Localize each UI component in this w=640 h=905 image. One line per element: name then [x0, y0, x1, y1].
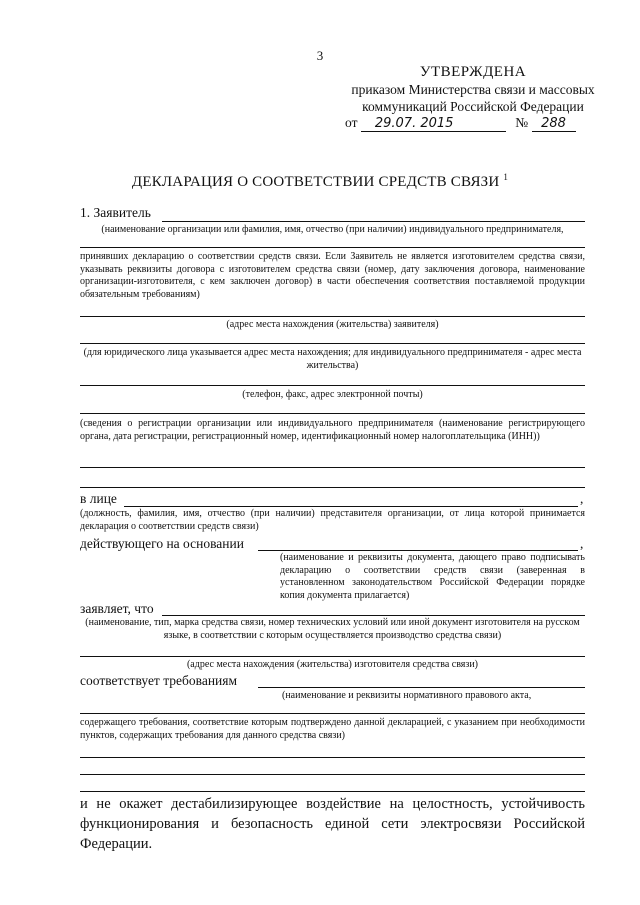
basis-line — [258, 550, 578, 551]
representative-label: в лице — [80, 491, 117, 506]
complies-hint-2: содержащего требования, соответствие которым подтверждено данной декларацией, с указанием при необходимости пунктов, содержащих требования для данного средства связи) — [80, 717, 585, 741]
title-footnote: 1 — [503, 172, 509, 182]
blank-line-1 — [80, 467, 585, 468]
declares-line — [162, 615, 585, 616]
applicant-line — [162, 221, 585, 222]
basis-hint: (наименование и реквизиты документа, дающего право подписывать декларацию о соответствии средств связи (заверенная в установленном законодательством Российской Федерации порядке копия документа прилагается) — [280, 552, 585, 601]
title-text: ДЕКЛАРАЦИЯ О СООТВЕТСТВИИ СРЕДСТВ СВЯЗИ — [131, 174, 500, 190]
applicant-hint: (наименование организации или фамилия, имя, отчество (при наличии) индивидуального предпринимателя, — [101, 224, 564, 235]
order-number: 288 — [532, 116, 576, 132]
complies-label: соответствует требованиям — [80, 673, 238, 688]
blank-line-3 — [80, 757, 585, 758]
address-hint: (адрес места нахождения (жительства) заявителя) — [226, 319, 439, 330]
order-date-number-line — [345, 115, 576, 132]
complies-line — [258, 687, 585, 688]
registration-hint: (сведения о регистрации организации или индивидуального предпринимателя (наименование регистрирующего органа, дата регистрации, регистрационный номер, идентификационный номер налогоплательщика (ИНН)) — [80, 418, 585, 442]
blank-line-5 — [80, 791, 585, 792]
final-statement: и не окажет дестабилизирующее воздействие на целостность, устойчивость функционирования и безопасность единой сети электросвязи Российской Федерации. — [80, 796, 585, 852]
order-line-1: приказом Министерства связи и массовых — [351, 82, 595, 97]
contacts-line — [80, 385, 585, 386]
order-line-2: коммуникаций Российской Федерации — [362, 99, 584, 114]
representative-comma: , — [580, 491, 584, 506]
document-title — [0, 172, 640, 191]
applicant-hint-2: принявших декларацию о соответствии средств связи. Если Заявитель не является изготовителем средства связи, указывать реквизиты договора с изготовителем средства связи (номер, дату заключения договора, наименование организации-изготовителя, с кем заключен договор) в части обеспечения соответствия поставляемой продукции обязательным требованиям) — [80, 251, 585, 300]
blank-line-4 — [80, 774, 585, 775]
order-date: 29.07. 2015 — [361, 116, 506, 132]
blank-line-2 — [80, 487, 585, 488]
applicant-label: 1. Заявитель — [80, 205, 151, 220]
number-label: № — [515, 115, 529, 130]
manufacturer-line — [80, 656, 585, 657]
basis-label: действующего на основании — [80, 536, 244, 551]
address-line — [80, 316, 585, 317]
address-note: (для юридического лица указывается адрес места нахождения; для индивидуального предпринимателя - адрес места жительства) — [83, 347, 582, 371]
complies-hint: (наименование и реквизиты нормативного правового акта, — [282, 690, 532, 701]
page-number: 3 — [316, 48, 324, 63]
applicant-line-2 — [80, 247, 585, 248]
contacts-hint: (телефон, факс, адрес электронной почты) — [242, 389, 423, 400]
complies-line-2 — [80, 713, 585, 714]
declares-label: заявляет, что — [80, 601, 154, 616]
address-line-2 — [80, 343, 585, 344]
registration-line — [80, 413, 585, 414]
manufacturer-hint: (адрес места нахождения (жительства) изготовителя средства связи) — [186, 659, 479, 670]
approved-heading: УТВЕРЖДЕНА — [419, 64, 527, 80]
representative-hint: (должность, фамилия, имя, отчество (при наличии) представителя организации, от лица которой принимается декларация о соответствии средств связи) — [80, 508, 585, 532]
declares-hint: (наименование, тип, марка средства связи, номер технических условий или иной документ изготовителя на русском языке, в соответствии с которым осуществляется производство средства связи) — [85, 617, 580, 641]
representative-line — [124, 506, 578, 507]
approval-block — [338, 64, 608, 115]
from-label: от — [345, 115, 358, 130]
basis-comma: , — [580, 536, 584, 551]
